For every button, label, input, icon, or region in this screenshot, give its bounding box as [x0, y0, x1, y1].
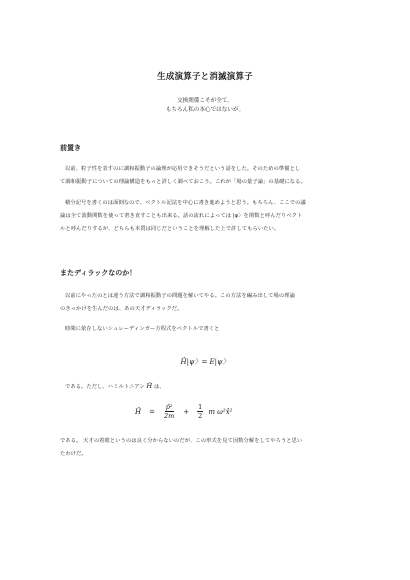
- paragraph-line: である。 天才の着眼というのは良く分からないのだが、この形式を見て因数分解をしてやろうと思い: [60, 438, 303, 444]
- potential-term: m ω²x̂²: [208, 407, 233, 416]
- section-heading-preface: 前置き: [60, 144, 81, 152]
- paragraph-line: ルと呼んだりするが、どちらも本質は同じだということを理解した上で許してもらいたい。: [60, 226, 280, 232]
- kinetic-denominator: 2m: [163, 412, 175, 420]
- hamiltonian-lhs: Ĥ: [135, 407, 142, 416]
- schrodinger-equation: Ĥ|ψ〉= E|ψ〉: [180, 358, 230, 366]
- hamiltonian-symbol: Ĥ: [146, 382, 153, 390]
- kinetic-term: [163, 403, 175, 420]
- paragraph-line: 積分記号を書くのは面倒なので、ベクトル記法を中心に書き進めようと思う。もちろん、ここでの議: [65, 200, 306, 206]
- paragraph-line: たわけだ。: [60, 451, 87, 457]
- paragraph-line: 以前、粒子性を表すのに調和振動子の論理が応用できそうだという話をした。そのための準備とし: [65, 166, 301, 172]
- paragraph-line: 時間に依存しないシュレーディンガー方程式をベクトルで書くと: [65, 326, 220, 332]
- paragraph-line: [60, 381, 350, 393]
- subtitle-line-2: もちろん私の本心ではないが。: [165, 107, 245, 113]
- text-segment: である。ただし、ハミルトニアン: [65, 384, 145, 390]
- equals-sign: =: [149, 407, 155, 416]
- kinetic-numerator: p̂²: [165, 403, 173, 411]
- paragraph-line: て調和振動子についての理論構造をもっと詳しく調べておこう。これが「場の量子論」の基礎になる。: [60, 179, 306, 185]
- half-denominator: 2: [198, 412, 203, 420]
- subtitle-line-1: 交換関係こそが全て。: [177, 98, 233, 104]
- text-segment: は、: [153, 384, 165, 390]
- paragraph-line: 論は全て波動関数を使って書き直すことも出来る。話の流れによっては |ψ〉を関数と呼んだりベクト: [60, 213, 303, 219]
- page-title: 生成演算子と消滅演算子: [157, 72, 253, 82]
- paragraph-line: のきっかけを生んだのは、あの天才ディラックだ。: [60, 306, 183, 312]
- section-heading-dirac: またディラックなのか！: [60, 269, 137, 277]
- half-fraction: [197, 403, 203, 420]
- half-numerator: 1: [198, 403, 203, 411]
- hamiltonian-equation: [135, 403, 232, 420]
- plus-sign: +: [183, 407, 190, 416]
- paragraph-line: 以前にやったのとは違う方法で調和振動子の問題を解いてやる。この方法を編み出して場の理論: [65, 293, 295, 299]
